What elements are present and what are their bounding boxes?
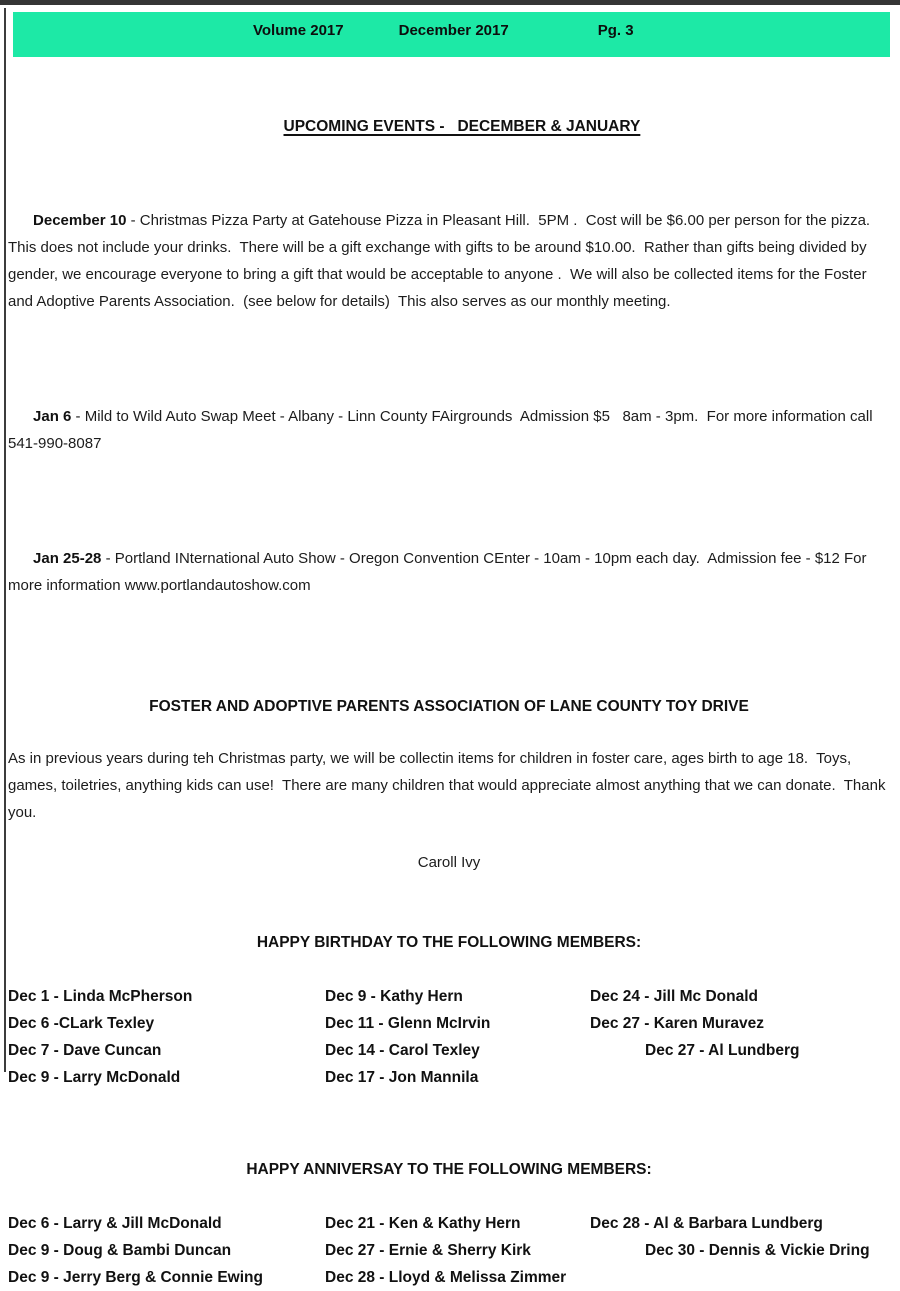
- upcoming-events-title: [8, 100, 890, 154]
- masthead-page-number: Pg. 3: [597, 22, 634, 39]
- event-date: December 10: [33, 212, 127, 229]
- masthead-bar: [13, 12, 890, 57]
- birthday-entry: Dec 1 - Linda McPherson: [8, 988, 193, 1005]
- anniversary-entry: Dec 21 - Ken & Kathy Hern: [325, 1215, 521, 1232]
- anniversaries-column-3: [590, 1210, 890, 1291]
- anniversaries-column-1: [8, 1210, 325, 1291]
- event-description: - Mild to Wild Auto Swap Meet - Albany - Linn County FAirgrounds Admission $5 8am - 3pm. For more information call 541-990-8087: [8, 408, 877, 452]
- upcoming-events-title-text: UPCOMING EVENTS - DECEMBER & JANUARY: [283, 118, 641, 135]
- birthday-entry: Dec 7 - Dave Cuncan: [8, 1042, 162, 1059]
- masthead-volume: Volume 2017: [253, 22, 344, 39]
- event-date: Jan 25-28: [33, 550, 102, 567]
- anniversary-entry: Dec 28 - Lloyd & Melissa Zimmer: [325, 1269, 567, 1286]
- birthdays-list: [8, 983, 890, 1091]
- anniversaries-list: [8, 1210, 890, 1291]
- event-item-jan-25-28: [8, 518, 890, 626]
- birthday-entry: Dec 9 - Larry McDonald: [8, 1069, 181, 1086]
- birthday-entry: Dec 11 - Glenn McIrvin: [325, 1015, 491, 1032]
- anniversary-entry: Dec 30 - Dennis & Vickie Dring: [645, 1242, 870, 1259]
- birthday-entry: Dec 14 - Carol Texley: [325, 1042, 480, 1059]
- top-border-rule: [0, 0, 900, 5]
- event-item-jan-6: [8, 376, 890, 484]
- birthdays-title: HAPPY BIRTHDAY TO THE FOLLOWING MEMBERS:: [256, 934, 642, 951]
- event-item-december-10: [8, 180, 890, 342]
- anniversaries-title: HAPPY ANNIVERSAY TO THE FOLLOWING MEMBERS:: [246, 1161, 652, 1178]
- event-description: - Portland INternational Auto Show - Oregon Convention CEnter - 10am - 10pm each day. Admission fee - $12 For more information www.portlandautoshow.com: [8, 550, 871, 594]
- birthday-entry: Dec 24 - Jill Mc Donald: [590, 988, 758, 1005]
- birthday-entry: Dec 27 - Karen Muravez: [590, 1015, 765, 1032]
- event-date: Jan 6: [33, 408, 72, 425]
- birthday-entry: Dec 27 - Al Lundberg: [645, 1042, 800, 1059]
- page-body: [0, 57, 900, 1291]
- anniversary-entry: Dec 9 - Jerry Berg & Connie Ewing: [8, 1269, 263, 1286]
- toy-drive-signature: Caroll Ivy: [417, 854, 481, 871]
- anniversaries-column-2: [325, 1210, 590, 1291]
- anniversary-entry: Dec 9 - Doug & Bambi Duncan: [8, 1242, 232, 1259]
- birthday-entry: Dec 17 - Jon Mannila: [325, 1069, 479, 1086]
- event-description: - Christmas Pizza Party at Gatehouse Pizza in Pleasant Hill. 5PM . Cost will be $6.00 per person for the pizza. This does not include your drinks. There will be a gift exchange with gifts to be around $10.00. Rather than gifts being divided by gender, we encourage everyone to bring a gift that would be acceptable to anyone . We will also be collected items for the Foster and Adoptive Parents Association. (see below for details) This also serves as our monthly meeting.: [8, 212, 879, 310]
- birthdays-column-2: [325, 983, 590, 1091]
- masthead-issue-date: December 2017: [398, 22, 509, 39]
- birthday-entry: Dec 6 -CLark Texley: [8, 1015, 155, 1032]
- toy-drive-title: FOSTER AND ADOPTIVE PARENTS ASSOCIATION OF LANE COUNTY TOY DRIVE: [149, 698, 749, 715]
- birthday-entry: Dec 9 - Kathy Hern: [325, 988, 463, 1005]
- birthdays-column-1: [8, 983, 325, 1091]
- birthdays-column-3: [590, 983, 890, 1091]
- anniversary-entry: Dec 6 - Larry & Jill McDonald: [8, 1215, 222, 1232]
- toy-drive-body: As in previous years during teh Christmas party, we will be collectin items for children in foster care, ages birth to age 18. Toys, games, toiletries, anything kids can use! There are many children that would appreciate almost anything that we can donate. Thank you.: [8, 750, 890, 821]
- anniversary-entry: Dec 28 - Al & Barbara Lundberg: [590, 1215, 823, 1232]
- anniversary-entry: Dec 27 - Ernie & Sherry Kirk: [325, 1242, 531, 1259]
